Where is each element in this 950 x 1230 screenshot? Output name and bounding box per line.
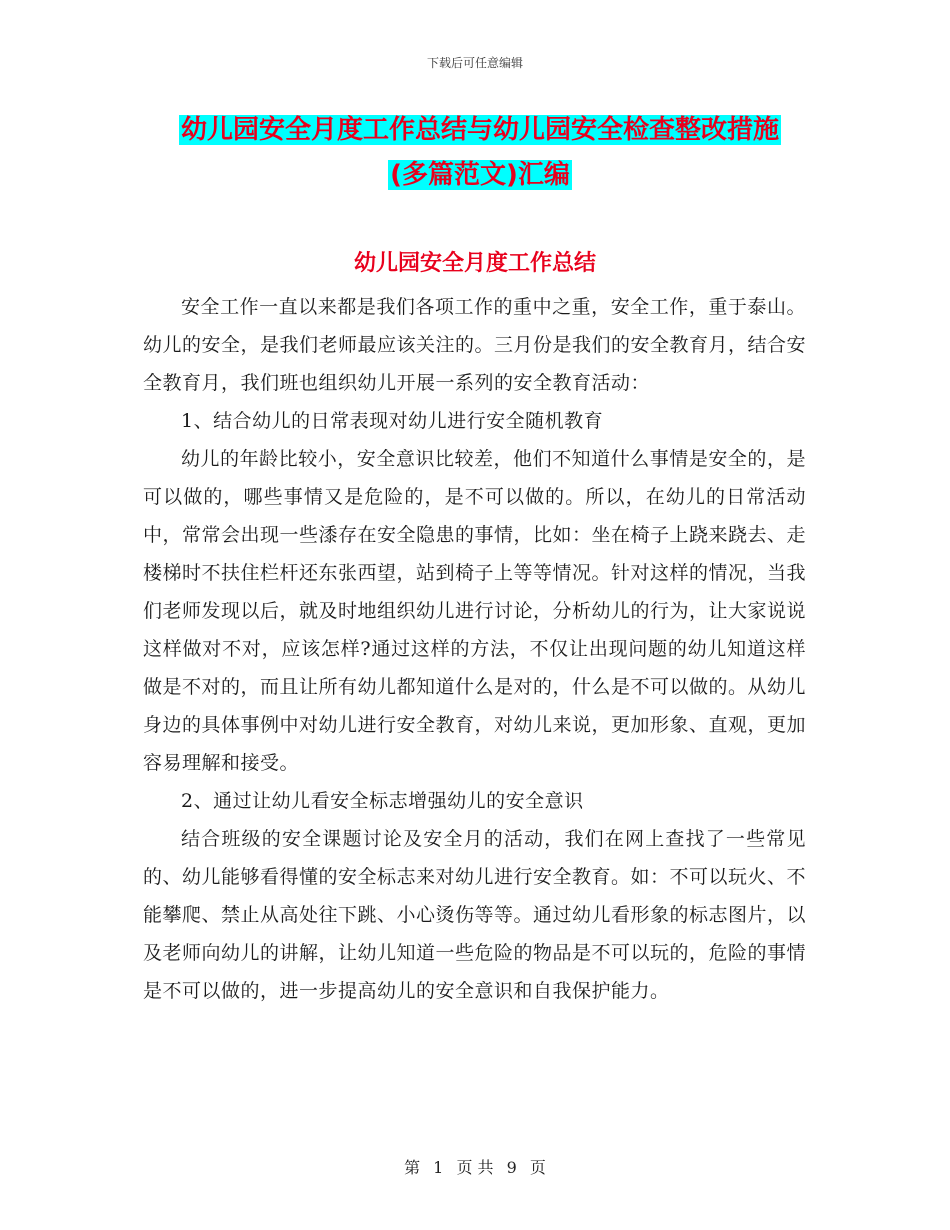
current-page-number: 1 — [433, 1158, 444, 1177]
document-title-line1 — [130, 110, 830, 150]
page-footer — [0, 1155, 950, 1178]
document-title-text-1: 幼儿园安全月度工作总结与幼儿园安全检查整改措施 — [180, 115, 779, 145]
header-note: 下载后可任意编辑 — [426, 56, 523, 70]
paragraph: 安全工作一直以来都是我们各项工作的重中之重，安全工作，重于泰山。幼儿的安全，是我们老师最应该关注的。三月份是我们的安全教育月，结合安全教育月，我们班也组织幼儿开展一系列的安全教育活动： — [143, 296, 807, 394]
document-title-text-2: (多篇范文)汇编 — [390, 160, 570, 190]
paragraph: 幼儿的年龄比较小，安全意识比较差，他们不知道什么事情是安全的，是可以做的，哪些事情又是危险的，是不可以做的。所以，在幼儿的日常活动中，常常会出现一些潻存在安全隐患的事情，比如：坐在椅子上跷来跷去、走楼梯时不扶住栏杆还东张西望，站到椅子上等等情况。针对这样的情况，当我们老师发现以后，就及时地组织幼儿进行讨论，分析幼儿的行为，让大家说说这样做对不对，应该怎样?通过这样的方法，不仅让出现问题的幼儿知道这样做是不对的，而且让所有幼儿都知道什么是对的，什么是不可以做的。从幼儿身边的具体事例中对幼儿进行安全教育，对幼儿来说，更加形象、直观，更加容易理解和接受。 — [143, 448, 807, 774]
page-label-suffix: 页 — [529, 1158, 546, 1177]
page-label-mid: 页 共 — [456, 1158, 494, 1177]
paragraph-heading: 2、通过让幼儿看安全标志增强幼儿的安全意识 — [181, 790, 584, 812]
document-title-line2 — [130, 155, 830, 195]
paragraph: 结合班级的安全课题讨论及安全月的活动，我们在网上查找了一些常见的、幼儿能够看得懂的安全标志来对幼儿进行安全教育。如：不可以玩火、不能攀爬、禁止从高处往下跳、小心烫伤等等。通过幼儿看形象的标志图片，以及老师向幼儿的讲解，让幼儿知道一些危险的物品是不可以玩的，危险的事情是不可以做的，进一步提高幼儿的安全意识和自我保护能力。 — [143, 828, 807, 1002]
total-pages-number: 9 — [506, 1158, 517, 1177]
document-body — [143, 288, 806, 1010]
section-title: 幼儿园安全月度工作总结 — [353, 251, 596, 276]
page-label-prefix: 第 — [404, 1158, 421, 1177]
paragraph-heading: 1、结合幼儿的日常表现对幼儿进行安全随机教育 — [181, 410, 604, 432]
